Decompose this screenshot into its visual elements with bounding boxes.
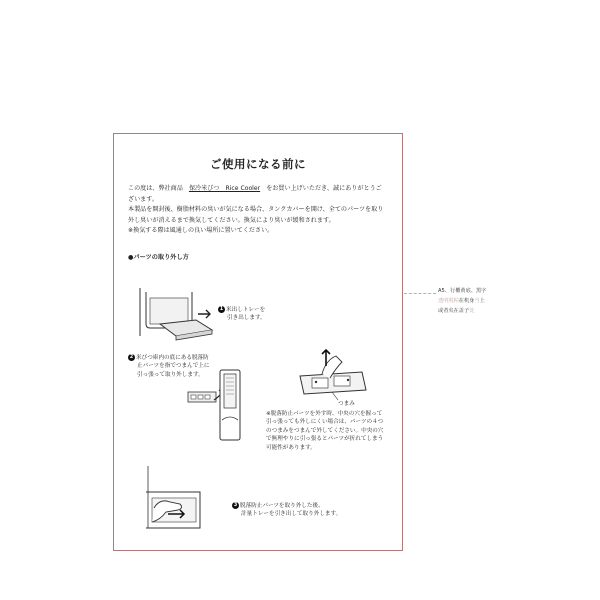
step1-caption: [218, 306, 266, 323]
step3-text-1: 脱落防止パーツを取り外した後、: [240, 503, 324, 509]
step2-line-2: 止パーツを指でつまんで上に: [137, 363, 210, 370]
anti-drop-part-illustration: [184, 366, 244, 444]
intro-line-2: ざいます。: [128, 195, 158, 203]
step1-text-1: 米出しトレーを: [226, 307, 266, 313]
intro-line-4: 外し臭いが消えるまで換気してください。換気により臭いが緩和されます。: [128, 216, 335, 224]
note-main-1: 在机身: [458, 298, 475, 304]
side-annotation: [438, 286, 502, 316]
note-line-3: [438, 306, 502, 316]
step3-number: 3: [233, 502, 238, 508]
step2-line-1: [128, 354, 210, 362]
annotation-leader-line: [404, 293, 436, 294]
step3-line-2: 計量トレーを引き出して取り外します。: [241, 511, 342, 518]
page-title: ご使用になる前に: [210, 157, 306, 171]
intro-line-3: 本製品を開封後、樹脂材料の臭いが気になる場合、タンクカバーを開け、全てのパーツを取り: [128, 206, 384, 214]
removal-warning: [266, 410, 398, 452]
intro-text: [128, 184, 392, 237]
step3-line-1: [232, 502, 341, 510]
step1-number: 1: [219, 306, 224, 312]
note-main-3: 或者夹在盖子: [438, 308, 470, 314]
warning-line-5: 可能性があります。: [266, 444, 316, 451]
intro-prefix: この度は、弊社商品: [128, 185, 183, 192]
note-soft-1: 透明脱粘: [438, 298, 459, 304]
step2-number: 2: [129, 354, 134, 360]
note-soft-2: 当: [474, 298, 480, 304]
step3-caption: [232, 502, 341, 519]
step1-line-2: 引き出します。: [227, 315, 266, 322]
note-main-2: 上: [479, 298, 485, 304]
knob-closeup-illustration: [296, 348, 382, 408]
warning-line-1: ※脱落防止パーツを外す時、中央の穴を握って: [266, 411, 383, 417]
measuring-tray-illustration: [140, 464, 220, 534]
intro-line-1: [128, 184, 392, 195]
warning-line-3: のつまみをつまんで外してください。中央の穴: [266, 427, 384, 434]
step2-text-1: 米びつ庫内の底にある脱落防: [136, 355, 209, 361]
warning-line-4: で無理やりに引っ張るとパーツが折れてしまう: [266, 436, 384, 443]
note-soft-3: 处: [469, 308, 475, 314]
note-line-1: A5、行櫃黄底、黑字: [438, 288, 487, 294]
intro-suffix: をお買い上げいただき、誠にありがとうご: [266, 185, 382, 192]
note-line-2: [438, 296, 502, 306]
knob-label: つまみ: [338, 401, 355, 407]
warning-line-2: 引っ張っても外しにくい場合は、パーツの４つ: [266, 419, 384, 426]
instruction-page: [113, 133, 403, 551]
step2-line-3: 引っ張って取り外します。: [137, 371, 204, 378]
product-name: 保冷米びつ Rice Cooler: [188, 185, 261, 192]
section-title: ●パーツの取り外し方: [128, 254, 189, 261]
tray-pull-illustration: [132, 284, 220, 344]
step1-line-1: [218, 306, 266, 314]
intro-line-5: ※換気する際は風通しの良い場所に置いてください。: [128, 227, 274, 235]
